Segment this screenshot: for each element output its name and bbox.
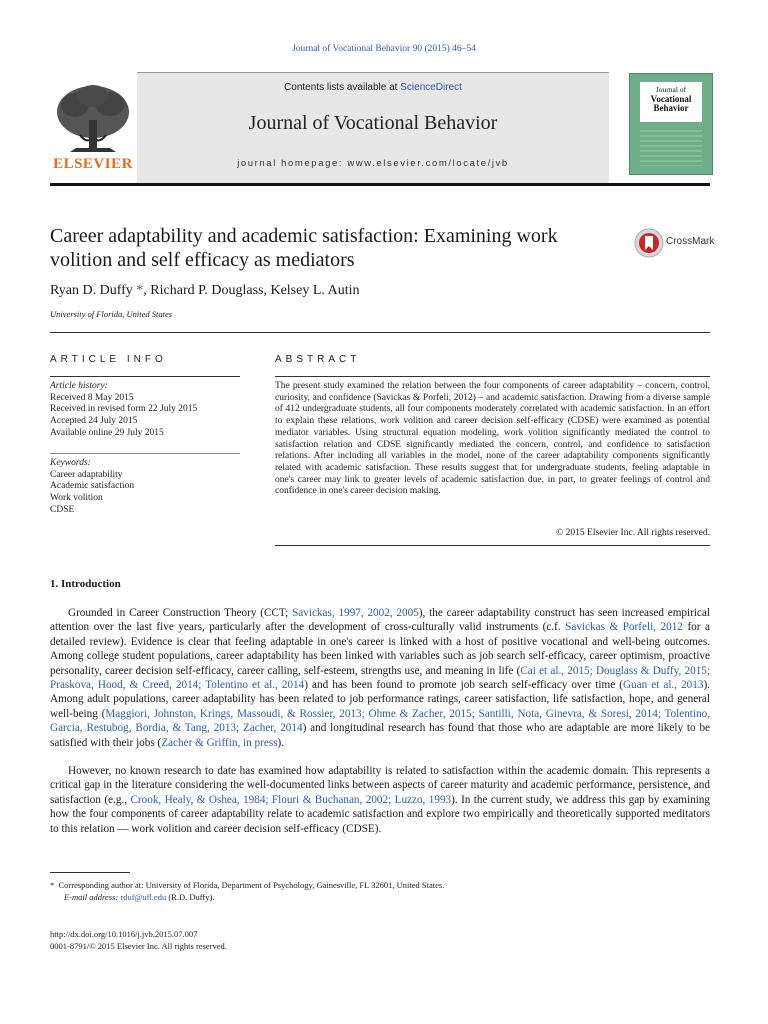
body-text: ). (277, 736, 285, 749)
abstract-bottom-rule (275, 545, 710, 546)
crossmark-label: CrossMark (666, 236, 715, 247)
email-label: E-mail address: (64, 892, 121, 902)
doi-link[interactable]: http://dx.doi.org/10.1016/j.jvb.2015.07.007 (50, 929, 198, 939)
citation-link[interactable]: Savickas & Porfeli, 2012 (565, 621, 683, 634)
history-label: Article history: (50, 381, 108, 391)
keyword-item: Academic satisfaction (50, 481, 135, 492)
cover-line-1: Journal of (655, 85, 687, 94)
footnote-rule (50, 872, 130, 873)
section-heading-introduction: 1. Introduction (50, 578, 121, 590)
footnote-corresponding (50, 880, 444, 890)
contents-line (137, 82, 609, 93)
footnote-email (64, 892, 214, 902)
cover-line-2: Vocational (650, 93, 692, 104)
cover-line-3: Behavior (653, 103, 689, 113)
journal-homepage[interactable]: journal homepage: www.elsevier.com/locate/jvb (237, 158, 509, 169)
issn-line: 0001-8791/© 2015 Elsevier Inc. All rights reserved. (50, 941, 227, 951)
affiliation: University of Florida, United States (50, 309, 173, 319)
body-text: ) and has been found to promote job search self-efficacy over time ( (304, 679, 623, 692)
body-text: However, no known research to date has examined how adaptability is related to satisfaction within the academic domain. This represents a critical gap in the literature considering the well-documented links between aspects of career maturity and academic performance, persistence, and satisfaction (e.g., (50, 765, 710, 806)
article-history (50, 381, 250, 440)
masthead-top-rule (137, 72, 609, 73)
citation-link[interactable]: Guan et al., 2013 (622, 679, 704, 692)
citation-link[interactable]: Savickas, 1997, 2002, 2005 (292, 607, 419, 619)
email-link[interactable]: rduf@ufl.edu (120, 892, 167, 902)
intro-paragraph-1 (50, 606, 710, 750)
citation-link[interactable]: Crook, Healy, & Oshea, 1984; Flouri & Buchanan, 2002; Luzzo, 1993 (130, 793, 452, 806)
history-revised: Received in revised form 22 July 2015 (50, 404, 198, 415)
crossmark-badge[interactable] (634, 228, 714, 256)
keywords (50, 458, 250, 517)
body-text: ). Among adult populations, career adaptability has been related to job performance ratings, career satisfaction, life satisfaction, hope, and general well-being ( (50, 679, 710, 720)
body-text: for a detailed review). Evidence is clear that feeling adaptable in one's career is linked with a host of positive vocational and well-being outcomes. Among college student populations, career adaptability has been linked with variables such as job search self-efficacy, career optimism, proactive personality, career decision self-efficacy, career calling, self-esteem, strengths use, and meaning in life ( (50, 621, 711, 677)
intro-paragraph-2 (50, 764, 710, 836)
footnote-corresponding-text: Corresponding author at: University of Florida, Department of Psychology, Gainesville, FL 32601, United States. (58, 880, 445, 890)
author-duffy: Ryan D. Duffy (50, 283, 133, 298)
body-text: ), the career adaptability construct has seen increased empirical attention over the last five years, particularly after the development of cross-culturally valid instruments (c.f. (50, 607, 710, 634)
journal-cover-thumbnail[interactable] (629, 73, 713, 175)
abstract-heading: ABSTRACT (275, 354, 361, 365)
masthead-rule (50, 183, 710, 186)
corresponding-author-marker[interactable]: * (132, 283, 144, 298)
keyword-item: Career adaptability (50, 469, 123, 480)
citation-link[interactable]: Cai et al., 2015; Douglass & Duffy, 2015; Praskova, Hood, & Creed, 2014; Tolentino et al., 2014 (50, 664, 710, 692)
citation-link[interactable]: Maggiori, Johnston, Krings, Massoudi, & Rossier, 2013; Ohme & Zacher, 2015; Santilli, Nota, Ginevra, & Soresi, 2014; Tolentino, Garcia, Restubog, Bordia, & Tang, 2013; Zacher, 2014 (50, 707, 710, 735)
body-text: ). In the current study, we address this gap by examining how the four components of career adaptability relate to academic satisfaction and explore two empirically and theoretically supported meditators to this relation — work volition and career decision self-efficacy (CDSE). (50, 793, 710, 835)
journal-title: Journal of Vocational Behavior (248, 112, 498, 134)
abstract-rule (275, 376, 710, 377)
title-rule (50, 332, 710, 333)
history-received: Received 8 May 2015 (50, 392, 134, 403)
footnote-star: * (50, 880, 55, 890)
keyword-item: Work volition (50, 493, 103, 504)
article-info-heading: ARTICLE INFO (50, 354, 167, 365)
citation-link[interactable]: Zacher & Griffin, in press (161, 736, 278, 749)
email-suffix: (R.D. Duffy). (166, 892, 215, 902)
journal-reference[interactable]: Journal of Vocational Behavior 90 (2015) 46–54 (292, 44, 476, 54)
authors-rest: , Richard P. Douglass, Kelsey L. Autin (143, 283, 360, 298)
article-title: Career adaptability and academic satisfaction: Examining work volition and self efficacy as mediators (50, 225, 558, 271)
contents-prefix: Contents lists available at (284, 82, 401, 93)
keywords-label: Keywords: (50, 458, 91, 468)
publisher-wordmark: ELSEVIER (53, 156, 133, 172)
crossmark-icon (634, 228, 664, 258)
body-text: Grounded in Career Construction Theory (CCT; (68, 607, 293, 619)
keyword-item: CDSE (50, 504, 75, 515)
history-online: Available online 29 July 2015 (50, 427, 164, 438)
cover-pattern (640, 130, 702, 166)
body-text: ) and longitudinal research has found that those who are adaptable are more likely to be satisfied with their jobs ( (50, 722, 711, 749)
sciencedirect-link[interactable]: ScienceDirect (400, 82, 462, 93)
author-list (50, 283, 360, 299)
abstract-text: The present study examined the relation between the four components of career adaptability – concern, control, curiosity, and confidence (Savickas & Porfeli, 2012) – and academic satisfaction. Drawing from a diverse sample of 412 undergraduate students, all four components moderately correlated with academic satisfaction. In an effort to explain these relations, work volition and career decision self-efficacy (CDSE) were examined as potential mediator variables. Using structural equation modeling, work volition significantly mediated the control to satisfaction relation and CDSE significantly mediated the concern, control, and confidence to satisfaction relations. After including all variables in the model, none of the career adaptability components significantly related with academic satisfaction. These results suggest that for undergraduate students, feeling adaptable in one's career may link to greater levels of academic satisfaction due, in part, to greater feelings of control and confidence in one's career decision making. (275, 381, 710, 497)
article-info-rule (50, 376, 240, 377)
cover-title-box (640, 82, 702, 122)
keywords-rule (50, 453, 240, 454)
abstract-copyright: © 2015 Elsevier Inc. All rights reserved. (556, 528, 710, 538)
history-accepted: Accepted 24 July 2015 (50, 416, 138, 427)
